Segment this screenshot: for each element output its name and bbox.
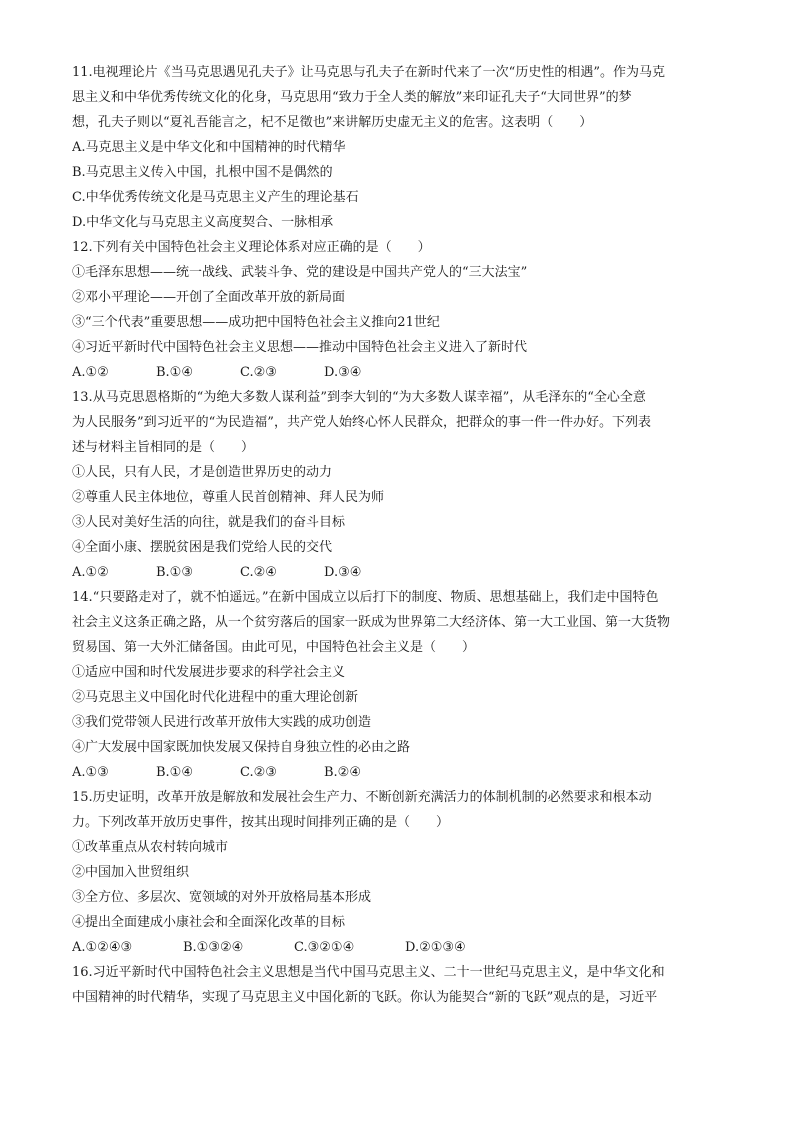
question-stem-line: 中国精神的时代精华，实现了马克思主义中国化新的飞跃。你认为能契合“新的飞跃”观点的是，习近平 — [72, 990, 658, 1005]
answer-option[interactable]: A.①② — [72, 365, 109, 380]
question-item: C.中华优秀传统文化是马克思主义产生的理论基石 — [72, 190, 359, 205]
answer-option[interactable]: B.①③②④ — [183, 940, 244, 955]
question-stem-line: 12.下列有关中国特色社会主义理论体系对应正确的是（ ） — [72, 240, 431, 255]
answer-option[interactable]: D.③④ — [324, 365, 362, 380]
question-item: ③我们党带领人民进行改革开放伟大实践的成功创造 — [72, 715, 372, 730]
question-16 — [72, 960, 724, 1010]
question-item: ②中国加入世贸组织 — [72, 865, 190, 880]
question-item: ①毛泽东思想——统一战线、武装斗争、党的建设是中国共产党人的“三大法宝” — [72, 265, 528, 280]
answer-option[interactable]: C.②④ — [240, 565, 277, 580]
question-item: D.中华文化与马克思主义高度契合、一脉相承 — [72, 215, 334, 230]
answer-option[interactable]: B.①④ — [156, 365, 193, 380]
question-stem-line: 14.“只要路走对了，就不怕遥远。”在新中国成立以后打下的制度、物质、思想基础上，我们走中国特色 — [72, 590, 659, 605]
question-item: ②尊重人民主体地位，尊重人民首创精神、拜人民为师 — [72, 490, 385, 505]
question-item: ④提出全面建成小康社会和全面深化改革的目标 — [72, 915, 346, 930]
question-stem-line: 想，孔夫子则以“夏礼吾能言之，杞不足徵也”来讲解历史虚无主义的危害。这表明（ ） — [72, 115, 593, 130]
question-stem-line: 11.电视理论片《当马克思遇见孔夫子》让马克思与孔夫子在新时代来了一次“历史性的相遇”。作为马克 — [72, 65, 665, 80]
question-14 — [72, 585, 724, 785]
exam-page — [72, 60, 724, 1010]
question-stem-line: 社会主义这条正确之路，从一个贫穷落后的国家一跃成为世界第二大经济体、第一大工业国、第一大货物 — [72, 615, 671, 630]
question-15 — [72, 785, 724, 960]
answer-option[interactable]: C.②③ — [240, 765, 277, 780]
answer-option[interactable]: B.①③ — [156, 565, 193, 580]
question-stem-line: 13.从马克思恩格斯的“为绝大多数人谋利益”到李大钊的“为大多数人谋幸福”，从毛泽东的“全心全意 — [72, 390, 646, 405]
question-item: ①改革重点从农村转向城市 — [72, 840, 229, 855]
question-item: A.马克思主义是中华文化和中国精神的时代精华 — [72, 140, 346, 155]
answer-option[interactable]: D.②①③④ — [405, 940, 466, 955]
question-stem-line: 为人民服务”到习近平的“为民造福”，共产党人始终心怀人民群众，把群众的事一件一件办好。下列表 — [72, 415, 651, 430]
answer-options — [72, 560, 724, 585]
answer-option[interactable]: A.①② — [72, 565, 109, 580]
question-item: ③人民对美好生活的向往，就是我们的奋斗目标 — [72, 515, 346, 530]
question-item: ②邓小平理论——开创了全面改革开放的新局面 — [72, 290, 346, 305]
answer-option[interactable]: A.①③ — [72, 765, 109, 780]
question-item: ③全方位、多层次、宽领域的对外开放格局基本形成 — [72, 890, 372, 905]
answer-options — [72, 760, 724, 785]
answer-options — [72, 360, 724, 385]
question-11 — [72, 60, 724, 235]
question-stem-line: 思主义和中华优秀传统文化的化身，马克思用“致力于全人类的解放”来印证孔夫子“大同世界”的梦 — [72, 90, 632, 105]
answer-option[interactable]: B.②④ — [324, 765, 361, 780]
answer-option[interactable]: C.②③ — [240, 365, 277, 380]
question-item: ④全面小康、摆脱贫困是我们党给人民的交代 — [72, 540, 333, 555]
question-item: ①人民，只有人民，才是创造世界历史的动力 — [72, 465, 333, 480]
question-13 — [72, 385, 724, 585]
answer-option[interactable]: D.③④ — [324, 565, 362, 580]
question-stem-line: 述与材料主旨相同的是（ ） — [72, 440, 255, 455]
question-stem-line: 贸易国、第一大外汇储备国。由此可见，中国特色社会主义是（ ） — [72, 640, 476, 655]
question-item: ④广大发展中国家既加快发展又保持自身独立性的必由之路 — [72, 740, 411, 755]
question-12 — [72, 235, 724, 385]
question-stem-line: 力。下列改革开放历史事件，按其出现时间排列正确的是（ ） — [72, 815, 450, 830]
question-item: B.马克思主义传入中国，扎根中国不是偶然的 — [72, 165, 333, 180]
answer-option[interactable]: B.①④ — [156, 765, 193, 780]
question-item: ③“三个代表”重要思想——成功把中国特色社会主义推向21世纪 — [72, 315, 440, 330]
question-stem-line: 16.习近平新时代中国特色社会主义思想是当代中国马克思主义、二十一世纪马克思主义，是中华文化和 — [72, 965, 665, 980]
question-stem-line: 15.历史证明，改革开放是解放和发展社会生产力、不断创新充满活力的体制机制的必然要求和根本动 — [72, 790, 652, 805]
question-item: ②马克思主义中国化时代化进程中的重大理论创新 — [72, 690, 359, 705]
answer-option[interactable]: C.③②①④ — [294, 940, 355, 955]
answer-option[interactable]: A.①②④③ — [72, 940, 133, 955]
answer-options — [72, 935, 724, 960]
question-item: ④习近平新时代中国特色社会主义思想——推动中国特色社会主义进入了新时代 — [72, 340, 528, 355]
question-item: ①适应中国和时代发展进步要求的科学社会主义 — [72, 665, 346, 680]
